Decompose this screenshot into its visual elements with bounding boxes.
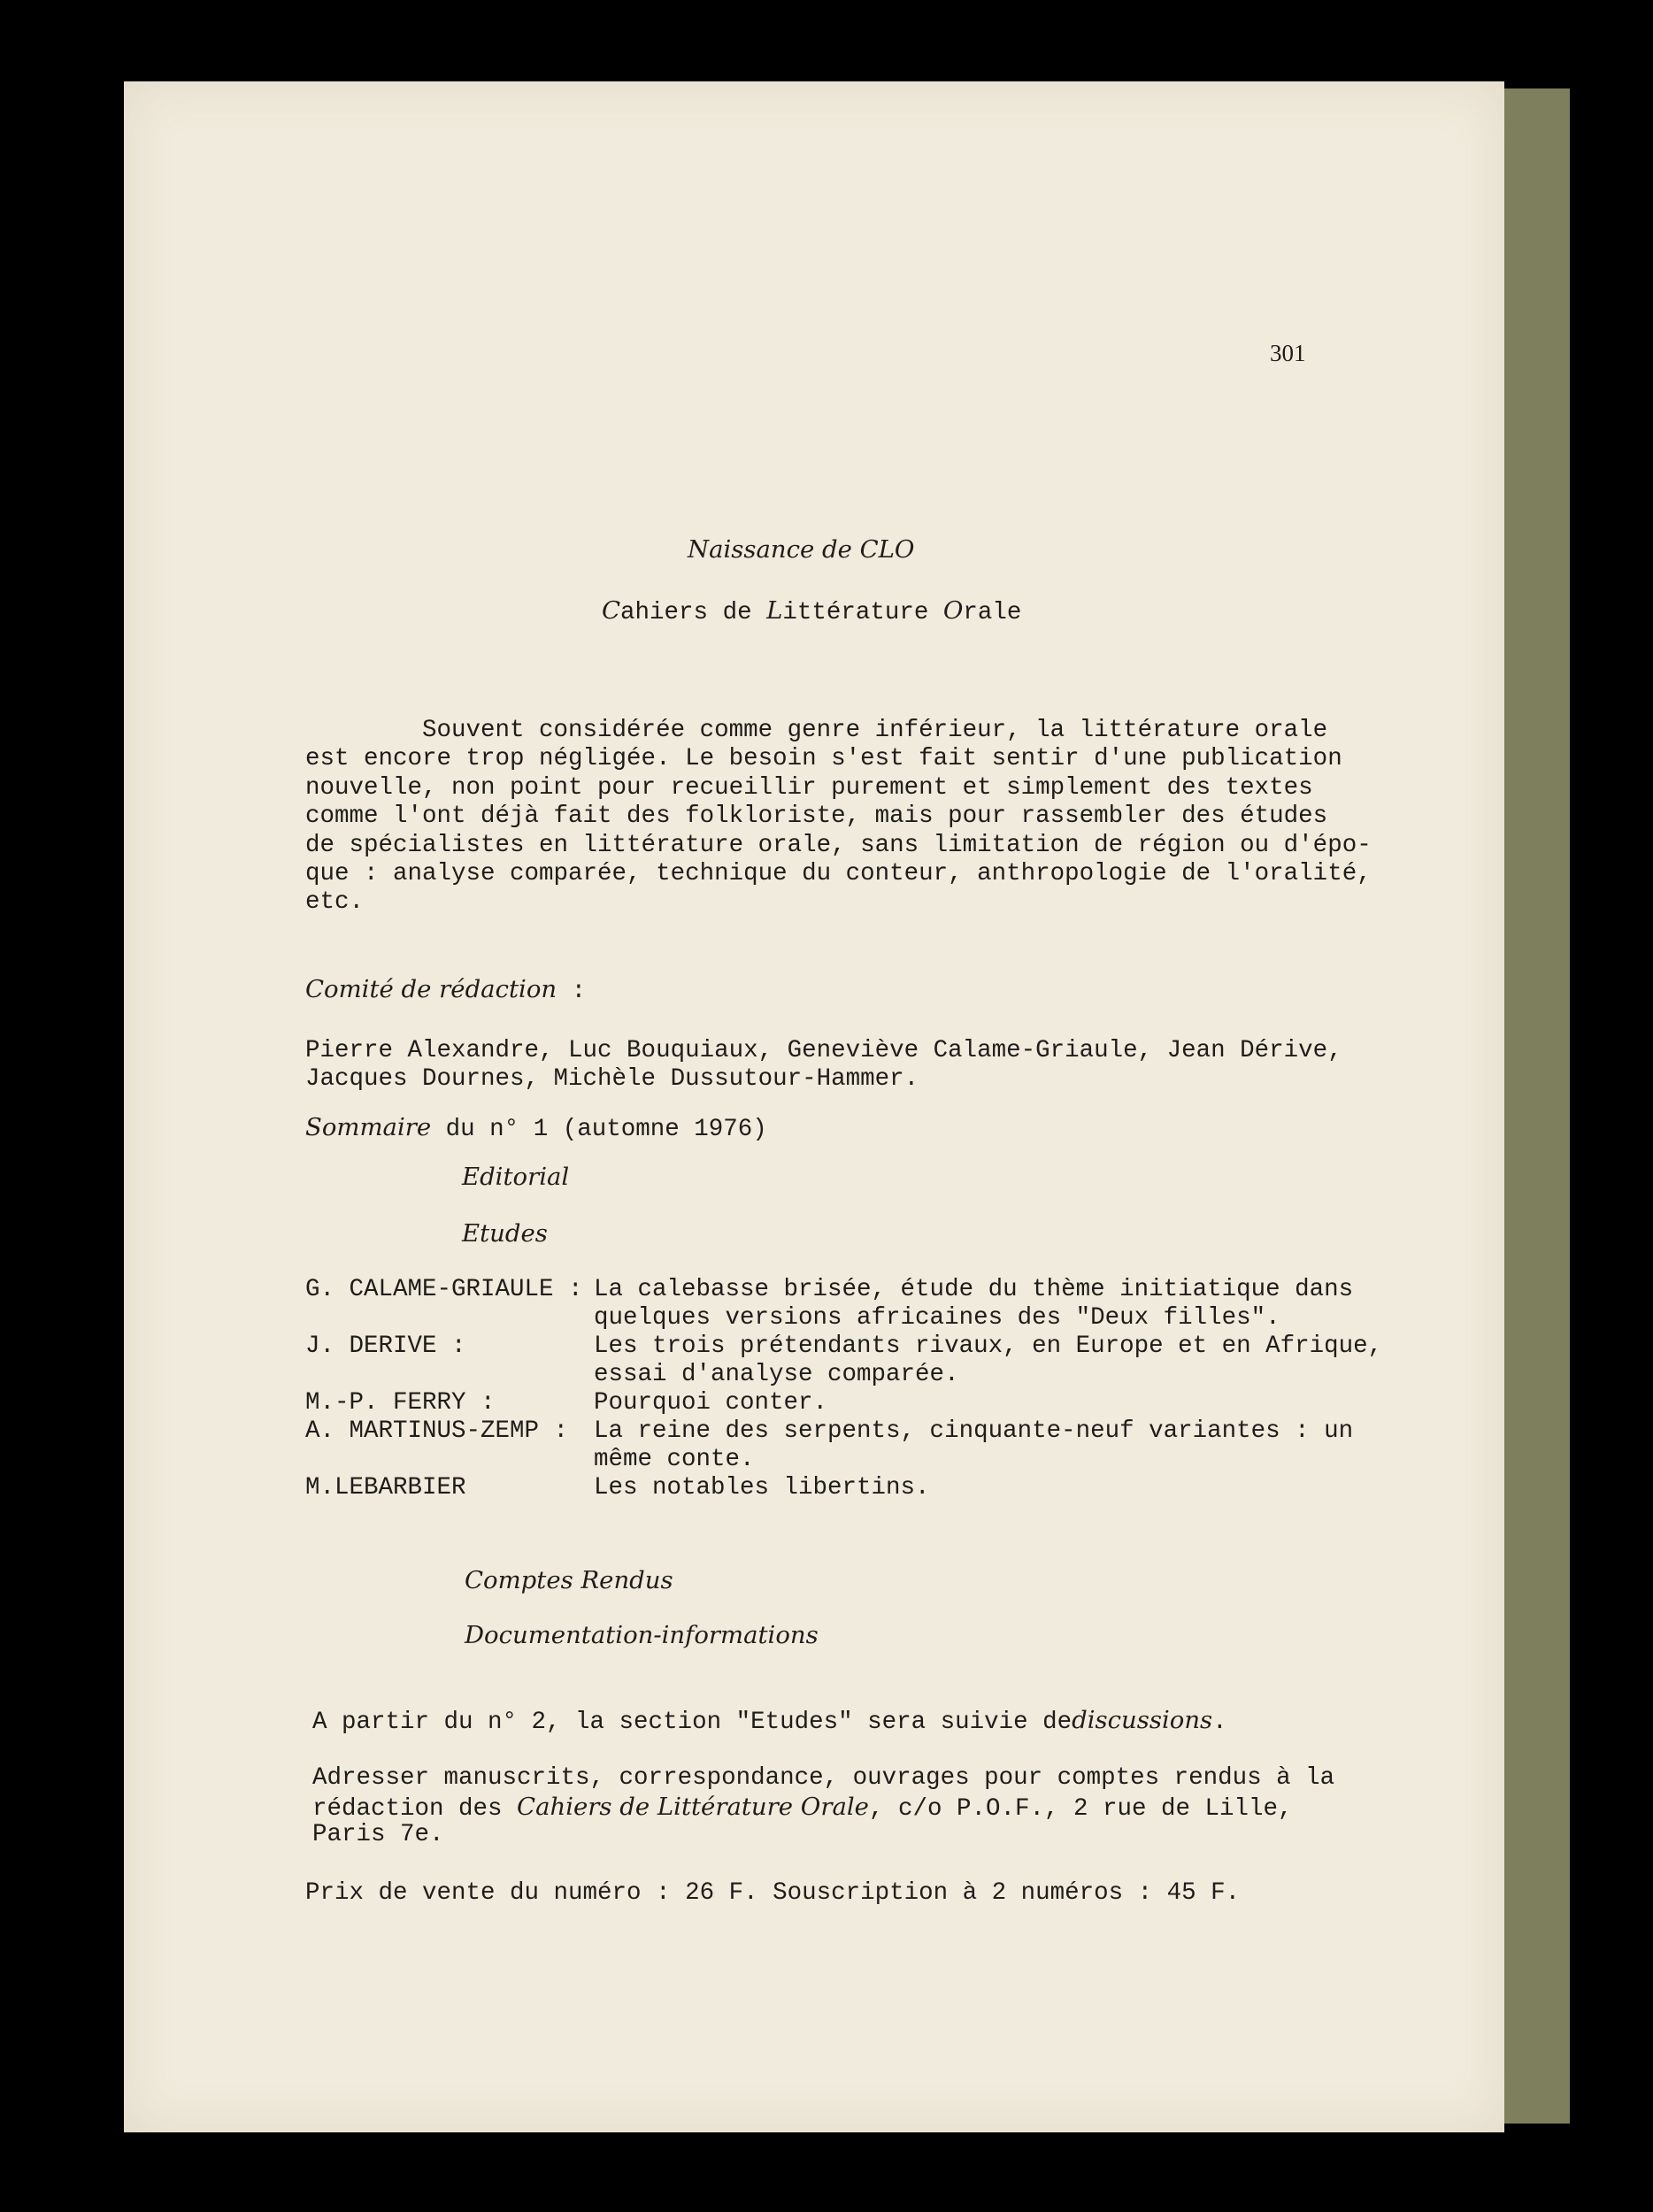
address-line1: Adresser manuscrits, correspondance, ouvrages pour comptes rendus à la	[312, 1764, 1335, 1792]
contents-title-1a: La calebasse brisée, étude du thème initiatique dans	[594, 1276, 1354, 1303]
journal-subtitle: Cahiers de Littérature Orale	[602, 596, 1022, 626]
contents-author-4: A. MARTINUS-ZEMP :	[305, 1417, 569, 1445]
discussions-note: A partir du n° 2, la section "Etudes" sera suivie dediscussions.	[312, 1706, 1227, 1736]
section-etudes: Etudes	[462, 1219, 548, 1248]
contents-author-3: M.-P. FERRY :	[305, 1389, 496, 1417]
committee-heading: Comité de rédaction :	[305, 975, 587, 1005]
address-line3: Paris 7e.	[312, 1821, 444, 1848]
contents-title-5: Les notables libertins.	[594, 1474, 930, 1502]
page-number: 301	[1270, 340, 1306, 366]
price-line: Prix de vente du numéro : 26 F. Souscription à 2 numéros : 45 F.	[305, 1879, 1241, 1907]
intro-paragraph: Souvent considérée comme genre inférieur, la littérature orale est encore trop négligée. Le besoin s'est fait sentir d'une publication nouvelle, non point pour recueillir purement et simplement des textes comme l'ont déjà fait des folkloriste, mais pour rassembler des études de spécialistes en littérature orale, sans limitation de région ou d'épo- que : analyse comparée, technique du conteur, anthropologie de l'oralité, etc.	[305, 717, 1372, 917]
section-documentation: Documentation-informations	[465, 1621, 819, 1649]
contents-title-4a: La reine des serpents, cinquante-neuf variantes : un	[594, 1417, 1354, 1445]
contents-title-3: Pourquoi conter.	[594, 1389, 828, 1417]
summary-heading: Sommaire du n° 1 (automne 1976)	[305, 1113, 767, 1143]
contents-author-1: G. CALAME-GRIAULE :	[305, 1276, 583, 1303]
contents-title-2a: Les trois prétendants rivaux, en Europe et en Afrique,	[594, 1333, 1383, 1360]
address-line2: rédaction des Cahiers de Littérature Orale, c/o P.O.F., 2 rue de Lille,	[312, 1793, 1293, 1823]
article-title: Naissance de CLO	[688, 535, 915, 564]
contents-author-2: J. DERIVE :	[305, 1333, 466, 1360]
binding-edge	[1495, 88, 1570, 2124]
contents-title-4b: même conte.	[594, 1446, 755, 1473]
committee-members-line2: Jacques Dournes, Michèle Dussutour-Hammer.	[305, 1065, 919, 1093]
contents-title-2b: essai d'analyse comparée.	[594, 1361, 959, 1388]
section-comptes-rendus: Comptes Rendus	[465, 1566, 673, 1594]
committee-members-line1: Pierre Alexandre, Luc Bouquiaux, Geneviève Calame-Griaule, Jean Dérive,	[305, 1037, 1342, 1064]
contents-author-5: M.LEBARBIER	[305, 1474, 466, 1502]
contents-title-1b: quelques versions africaines des "Deux filles".	[594, 1304, 1280, 1332]
document-page	[124, 81, 1504, 2132]
section-editorial: Editorial	[462, 1163, 570, 1191]
